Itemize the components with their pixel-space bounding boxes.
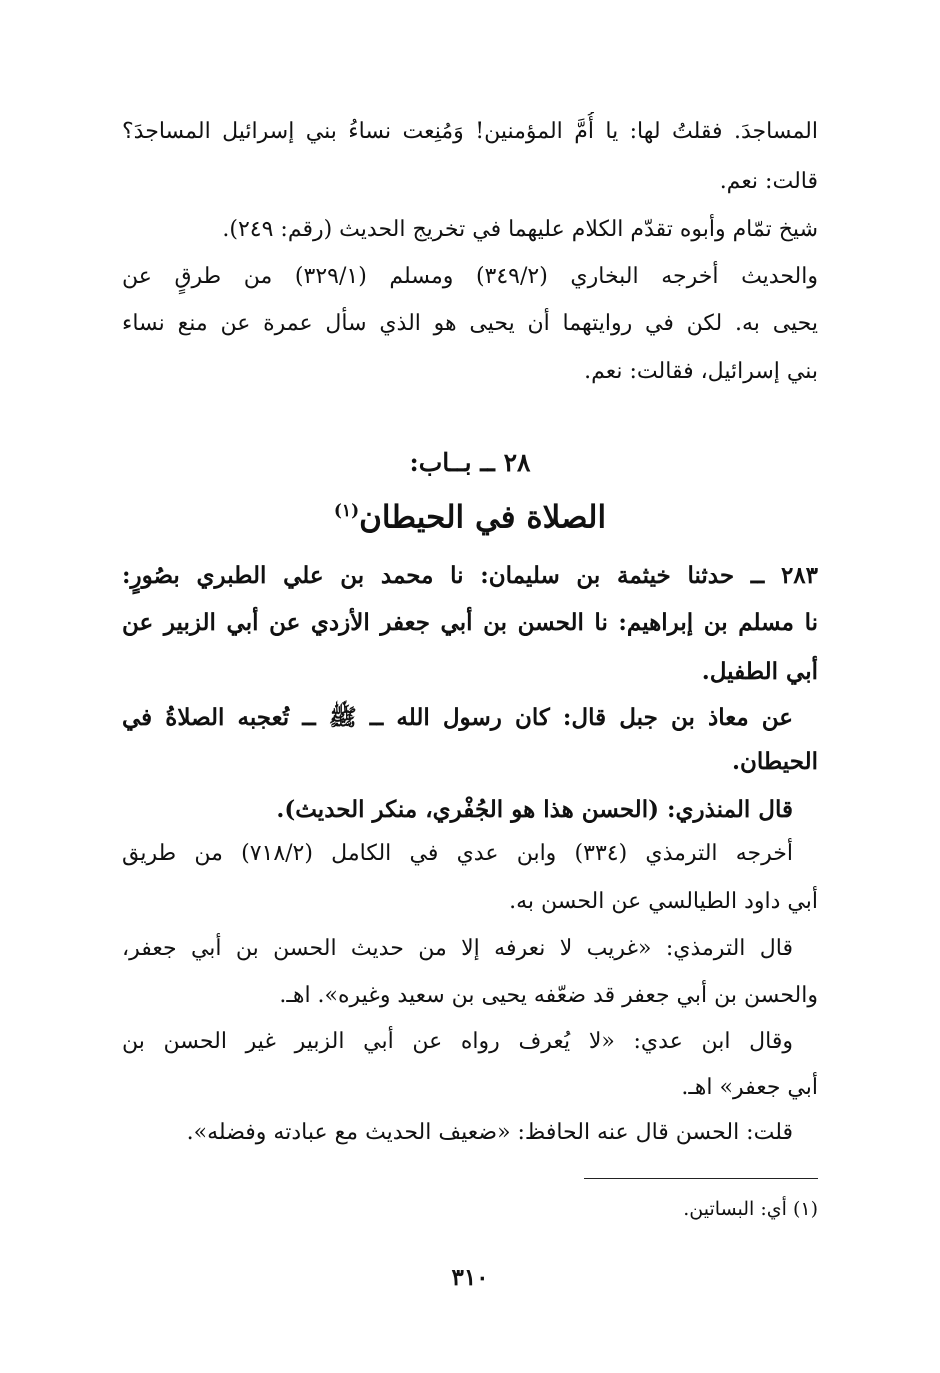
hadith-line: قال المنذري: (الحسن هذا هو الجُفْري، منكر الحديث). xyxy=(276,796,793,823)
footnote-text: (١) أي: البساتين. xyxy=(683,1198,818,1220)
chapter-number: ٢٨ ــ بــاب: xyxy=(409,448,531,477)
commentary-line: أخرجه الترمذي (٣٣٤) وابن عدي في الكامل (٧١٨/٢) من طريق xyxy=(122,841,793,866)
hadith-line: أبي الطفيل. xyxy=(701,658,818,685)
hadith-line: عن معاذ بن جبل قال: كان رسول الله ــ ﷺ ــ تُعجبه الصلاةُ في xyxy=(122,704,793,731)
commentary-line: وقال ابن عدي: «لا يُعرف رواه عن أبي الزبير غير الحسن بن xyxy=(122,1029,793,1054)
page-number: ٣١٠ xyxy=(451,1264,489,1291)
footnote-separator xyxy=(584,1178,818,1179)
commentary-line: أبي داود الطيالسي عن الحسن به. xyxy=(509,889,818,914)
commentary-line: قال الترمذي: «غريب لا نعرفه إلا من حديث الحسن بن أبي جعفر، xyxy=(122,936,793,961)
commentary-line: أبي جعفر» اهـ. xyxy=(681,1075,818,1100)
text-line: قالت: نعم. xyxy=(719,169,818,194)
chapter-title-text: الصلاة في الحيطان xyxy=(359,499,607,536)
chapter-title xyxy=(0,488,940,540)
footnote-marker: (١) xyxy=(333,501,360,521)
text-line: شيخ تمّام وأبوه تقدّم الكلام عليهما في تخريج الحديث (رقم: ٢٤٩). xyxy=(222,217,818,242)
commentary-line: والحسن بن أبي جعفر قد ضعّفه يحيى بن سعيد وغيره». اهـ. xyxy=(279,983,818,1008)
text-line: المساجدَ. فقلتُ لها: يا أُمَّ المؤمنين! وَمُنِعت نساءُ بني إسرائيل المساجدَ؟ xyxy=(122,119,818,144)
hadith-line: الحيطان. xyxy=(732,748,818,775)
text-line: يحيى به. لكن في روايتهما أن يحيى هو الذي سأل عمرة عن منع نساء xyxy=(122,311,818,336)
hadith-line: ٢٨٣ ــ حدثنا خيثمة بن سليمان: نا محمد بن علي الطبري بصُورٍ: xyxy=(122,562,818,589)
text-line: والحديث أخرجه البخاري (٣٤٩/٢) ومسلم (٣٢٩/١) من طرقٍ عن xyxy=(122,264,818,289)
hadith-line: نا مسلم بن إبراهيم: نا الحسن بن أبي جعفر الأزدي عن أبي الزبير عن xyxy=(122,609,818,636)
text-line: بني إسرائيل، فقالت: نعم. xyxy=(584,359,818,384)
commentary-line: قلت: الحسن قال عنه الحافظ: «ضعيف الحديث مع عبادته وفضله». xyxy=(186,1120,793,1145)
